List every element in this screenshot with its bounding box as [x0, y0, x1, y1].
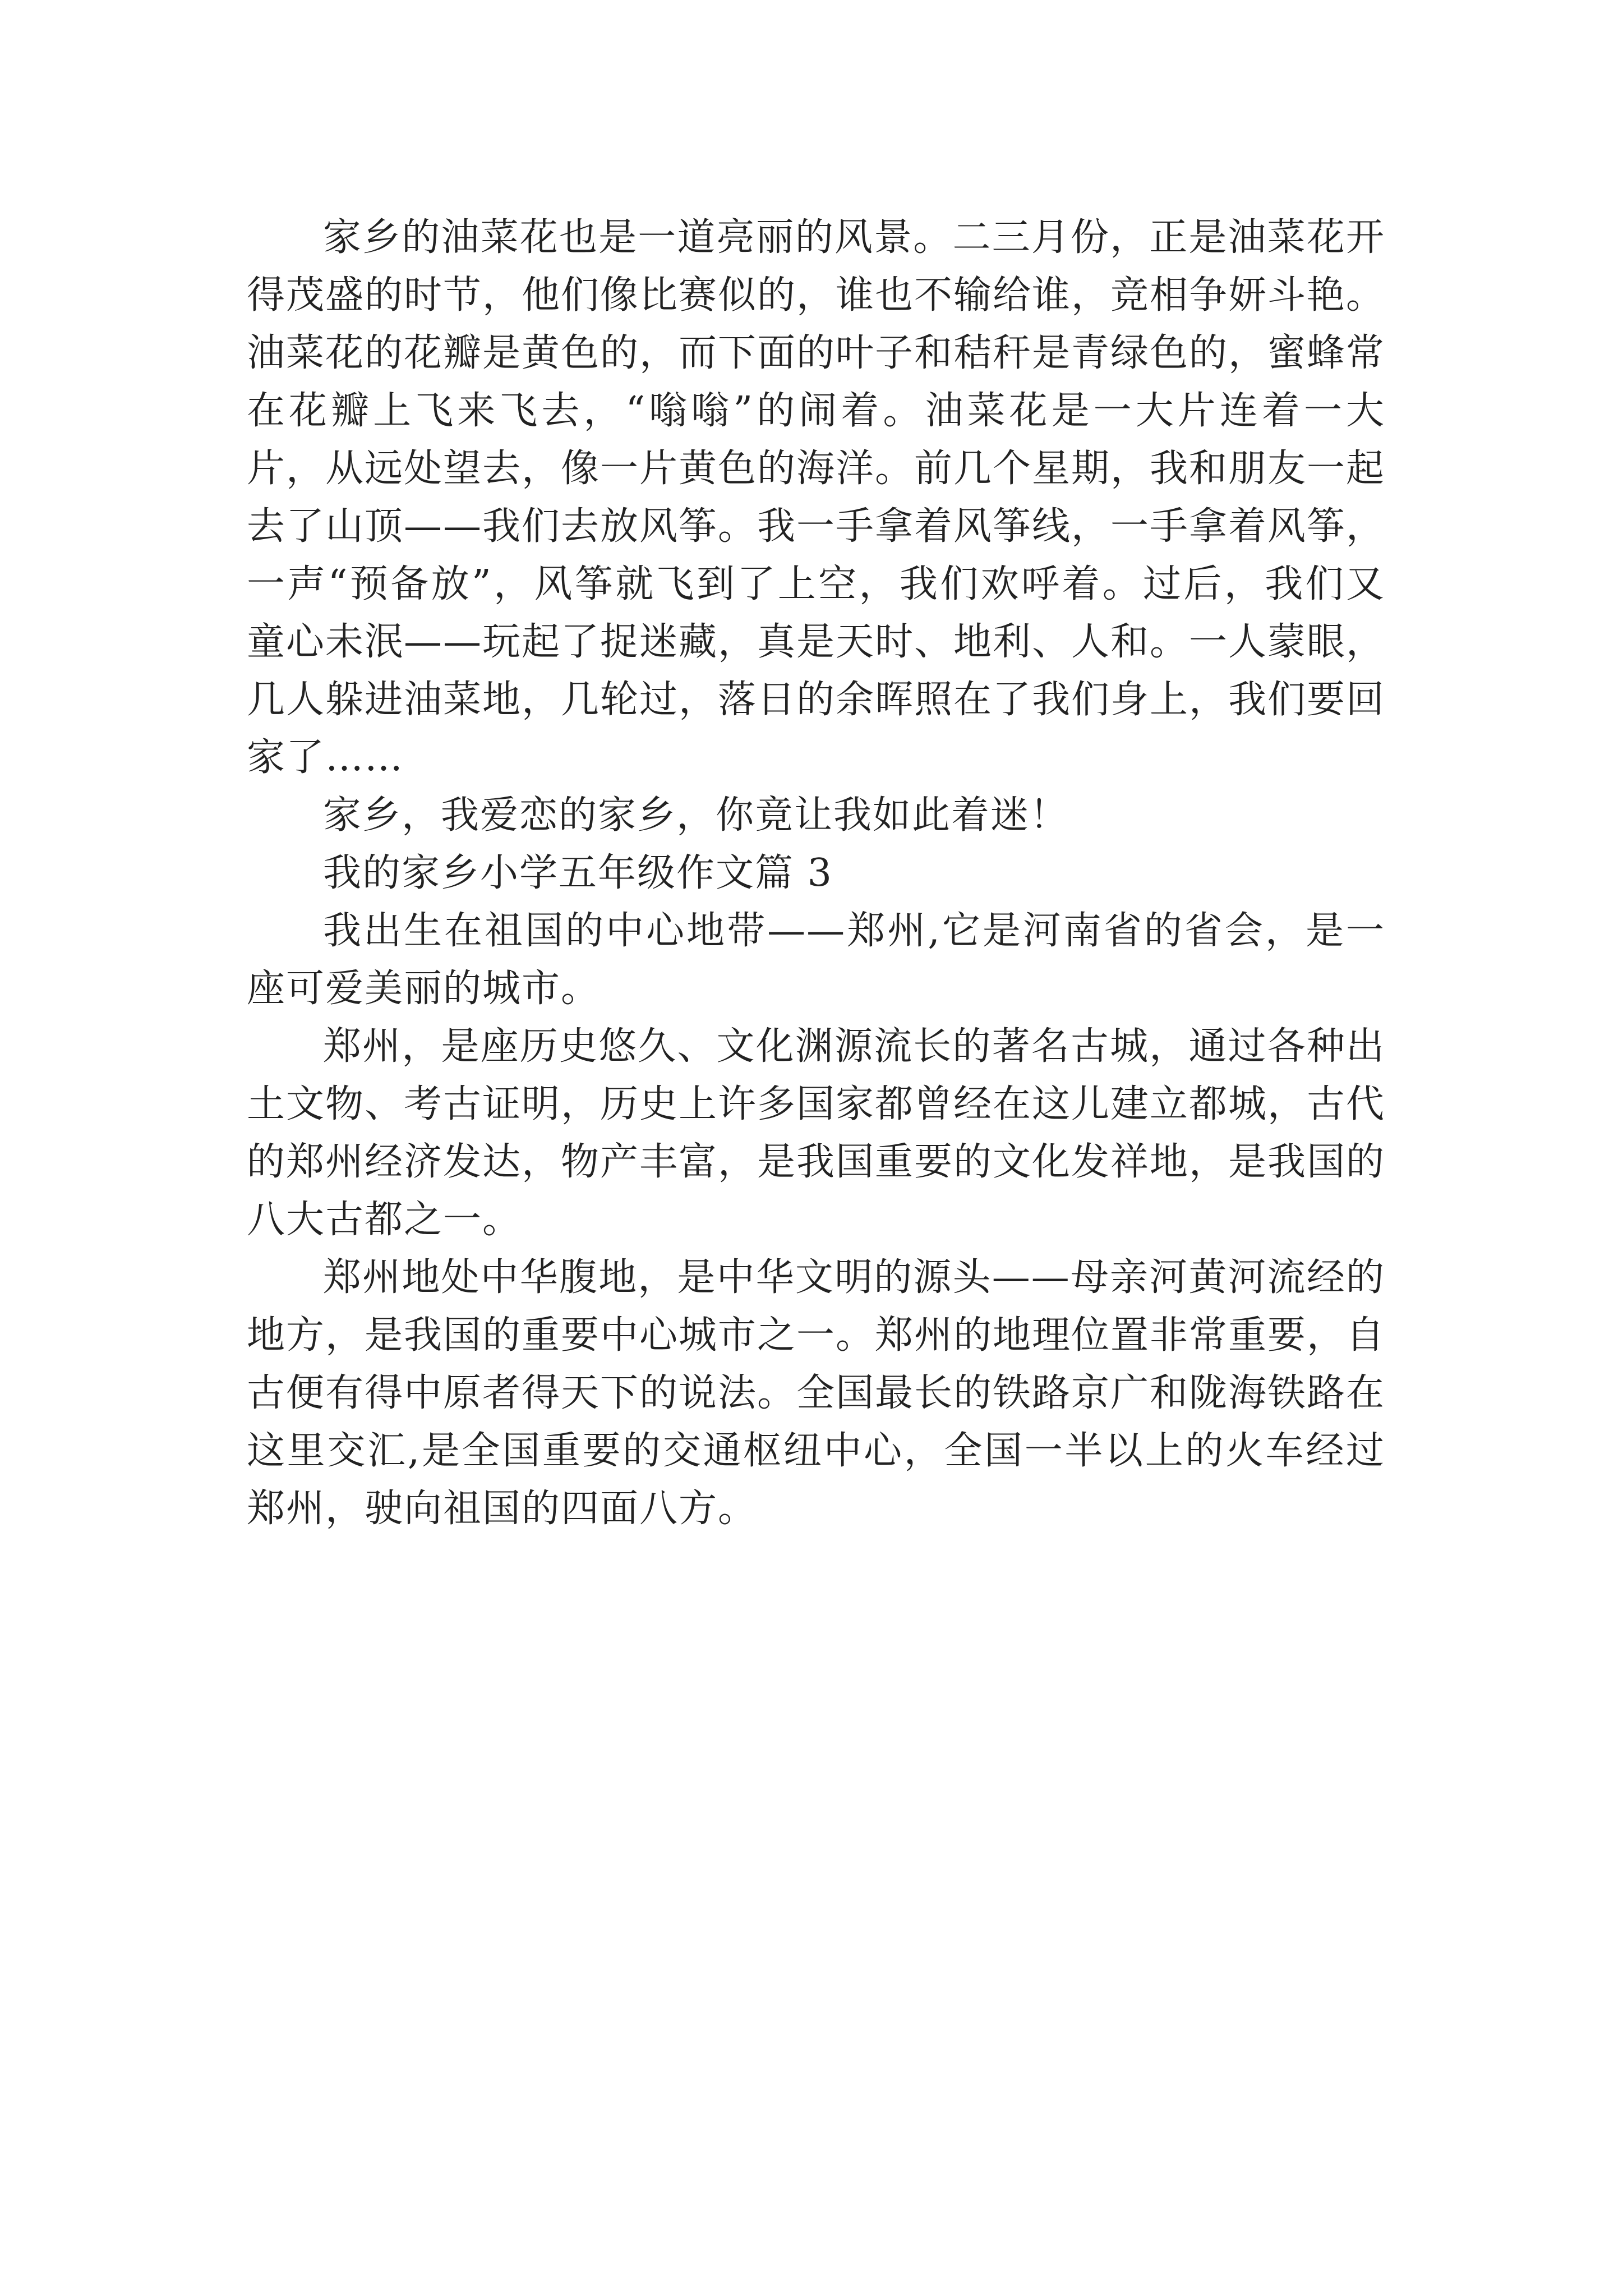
paragraph-zhengzhou-intro: 我出生在祖国的中心地带——郑州,它是河南省的省会，是一座可爱美丽的城市。	[247, 909, 1385, 1011]
essay-heading: 我的家乡小学五年级作文篇 3	[323, 851, 833, 895]
document-body	[247, 209, 1385, 1538]
paragraph-zhengzhou-geography: 郑州地处中华腹地，是中华文明的源头——母亲河黄河流经的地方，是我国的重要中心城市之一。郑州的地理位置非常重要，自古便有得中原者得天下的说法。全国最长的铁路京广和陇海铁路在这里交汇,是全国重要的交通枢纽中心，全国一半以上的火车经过郑州，驶向祖国的四面八方。	[247, 1255, 1386, 1531]
paragraph-rapeseed-flowers: 家乡的油菜花也是一道亮丽的风景。二三月份，正是油菜花开得茂盛的时节，他们像比赛似的，谁也不输给谁，竞相争妍斗艳。油菜花的花瓣是黄色的，而下面的叶子和秸秆是青绿色的，蜜蜂常在花瓣上飞来飞去，“嗡嗡”的闹着。油菜花是一大片连着一大片，从远处望去，像一片黄色的海洋。前几个星期，我和朋友一起去了山顶——我们去放风筝。我一手拿着风筝线，一手拿着风筝，一声“预备放”，风筝就飞到了上空，我们欢呼着。过后，我们又童心未泯——玩起了捉迷藏，真是天时、地利、人和。一人蒙眼，几人躲进油菜地，几轮过，落日的余晖照在了我们身上，我们要回家了……	[247, 215, 1386, 780]
paragraph-zhengzhou-history: 郑州，是座历史悠久、文化渊源流长的著名古城，通过各种出土文物、考古证明，历史上许多国家都曾经在这儿建立都城，古代的郑州经济发达，物产丰富，是我国重要的文化发祥地，是我国的八大古都之一。	[247, 1024, 1386, 1242]
paragraph-hometown-love: 家乡，我爱恋的家乡，你竟让我如此着迷！	[323, 793, 1069, 838]
